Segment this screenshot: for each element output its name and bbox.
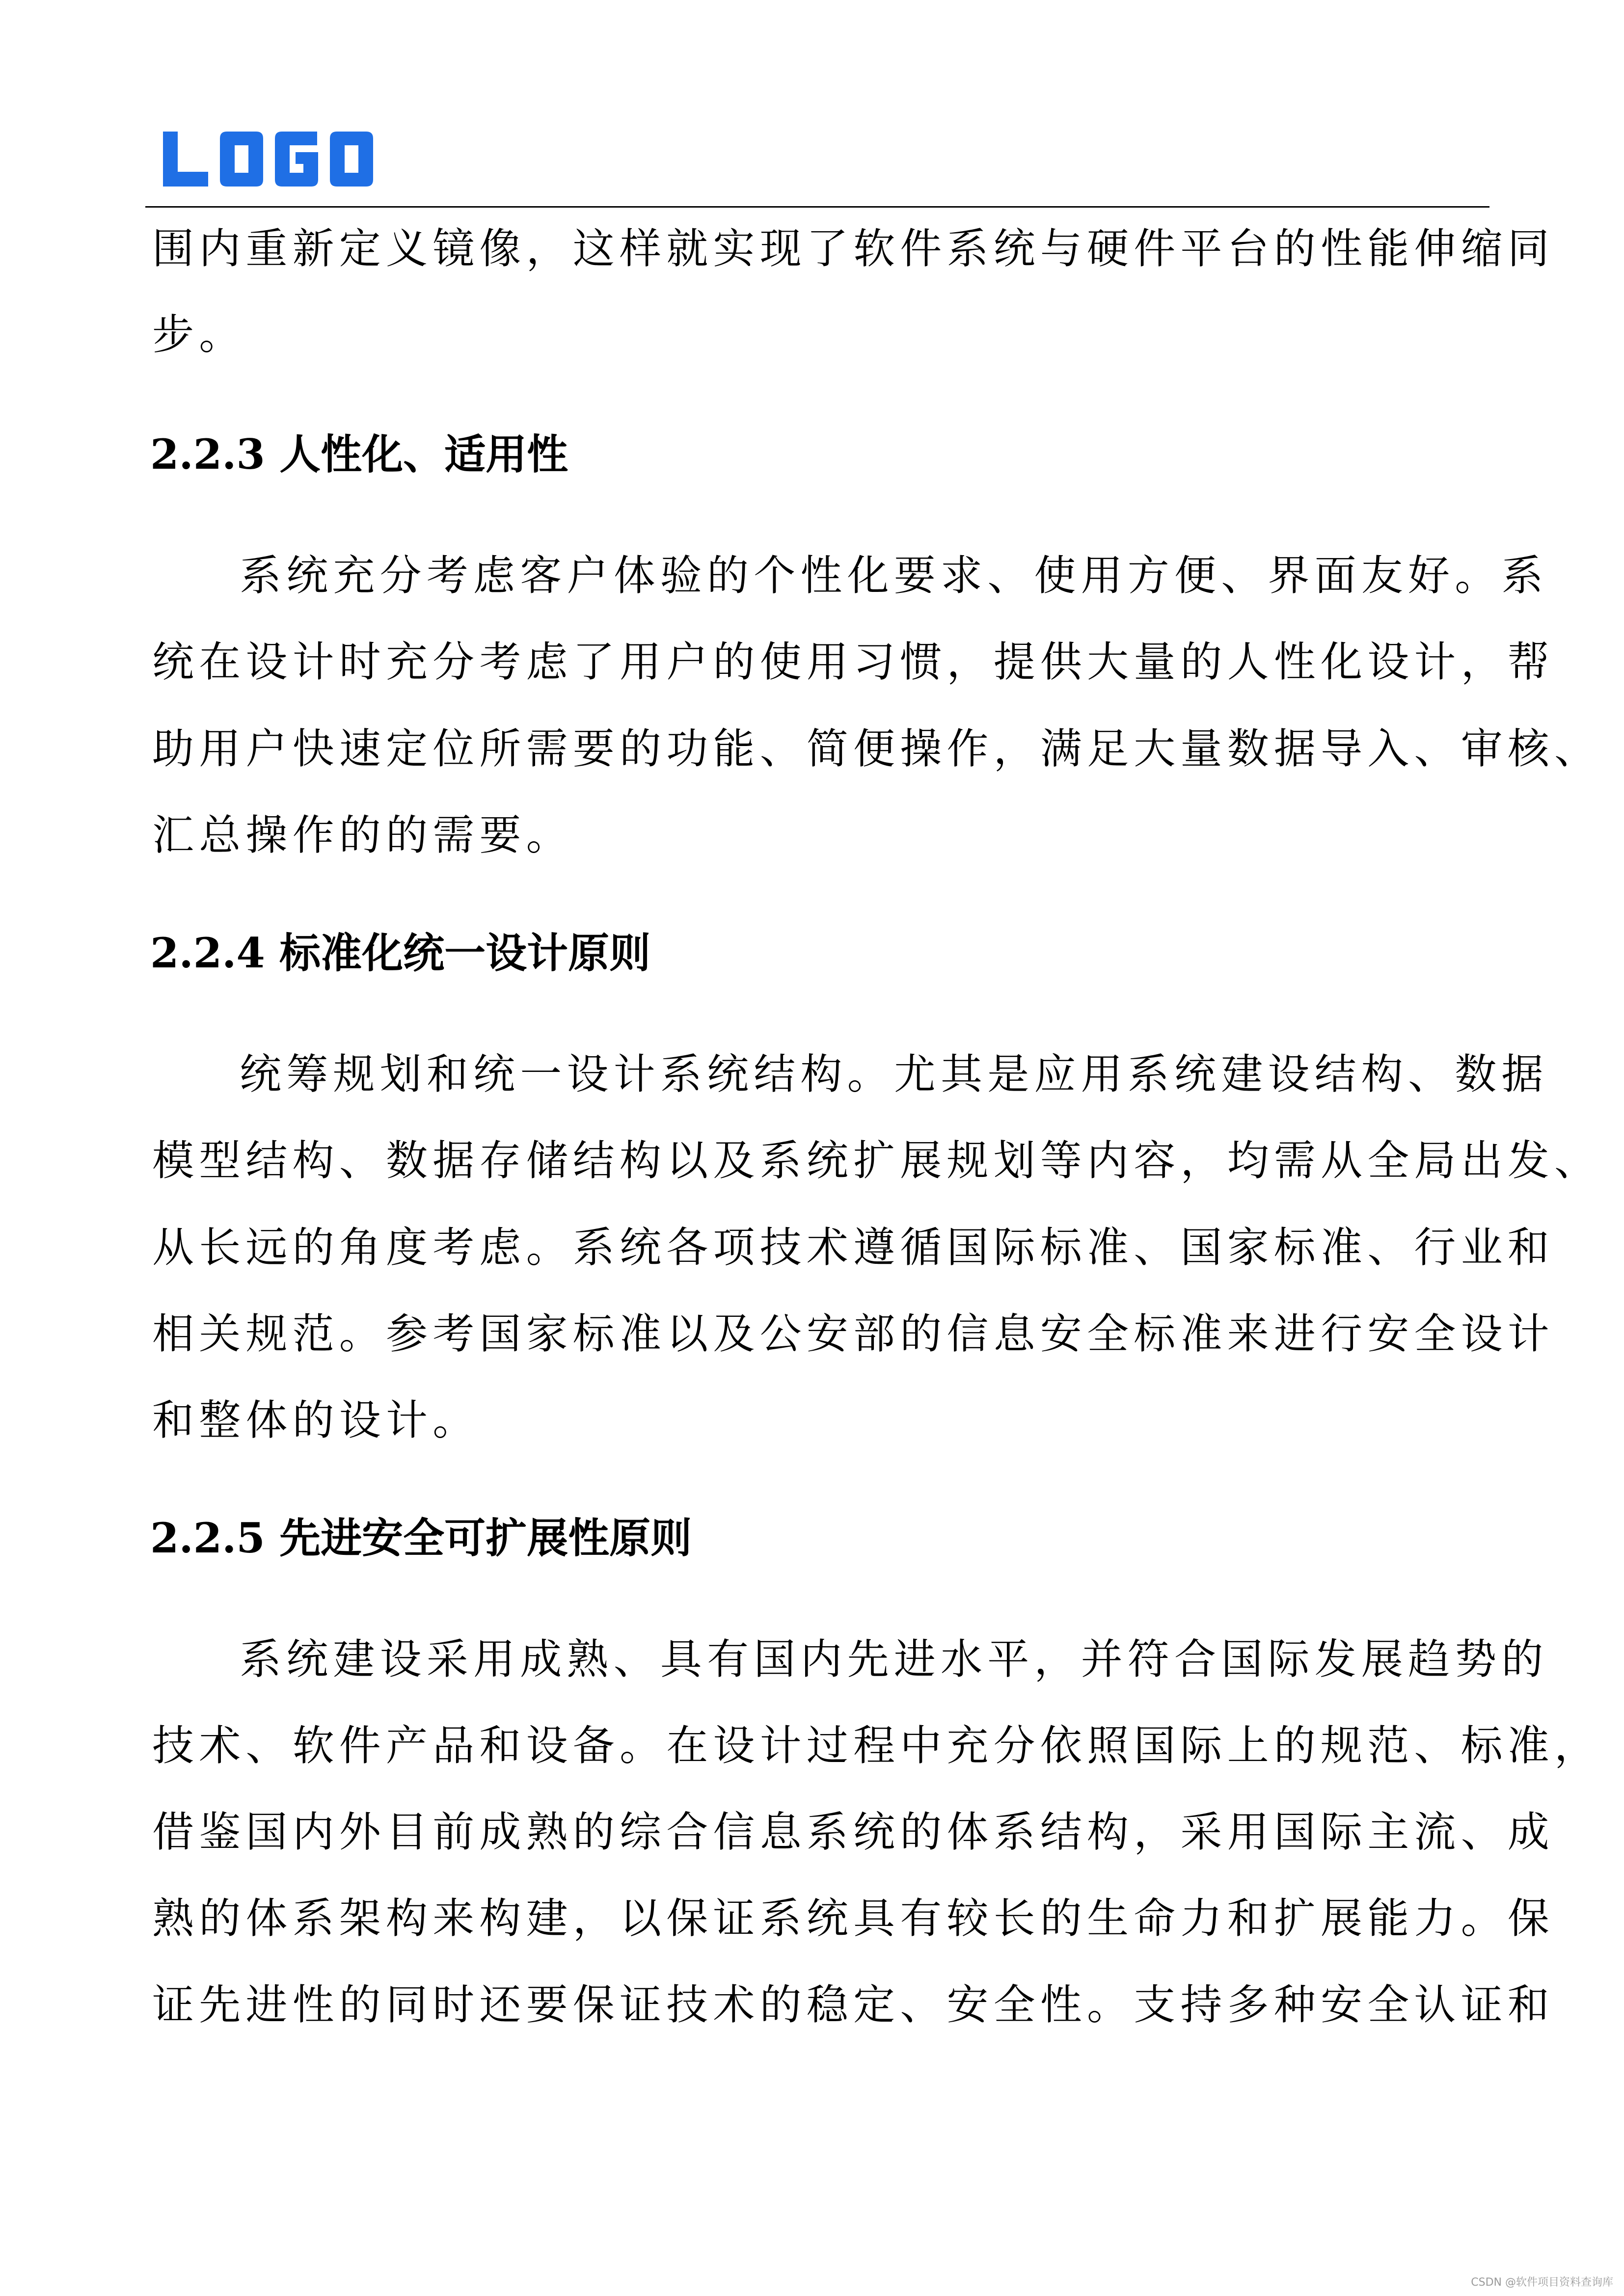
intro-line-1: 围内重新定义镜像，这样就实现了软件系统与硬件平台的性能伸缩同 (152, 225, 1555, 273)
paragraph-line: 系统充分考虑客户体验的个性化要求、使用方便、界面友好。系 (240, 552, 1548, 600)
section-heading-2-2-4: 2.2.4 标准化统一设计原则 (150, 929, 651, 977)
section-heading-2-2-3: 2.2.3 人性化、适用性 (150, 430, 568, 479)
intro-line-2: 步。 (152, 311, 246, 359)
paragraph-line: 模型结构、数据存储结构以及系统扩展规划等内容，均需从全局出发、 (152, 1137, 1601, 1185)
paragraph-line: 汇总操作的的需要。 (152, 811, 573, 860)
paragraph-line: 和整体的设计。 (152, 1396, 480, 1445)
paragraph-line: 系统建设采用成熟、具有国内先进水平，并符合国际发展趋势的 (240, 1635, 1548, 1684)
paragraph-line: 从长远的角度考虑。系统各项技术遵循国际标准、国家标准、行业和 (152, 1224, 1555, 1272)
section-heading-2-2-5: 2.2.5 先进安全可扩展性原则 (150, 1514, 692, 1562)
paragraph-line: 统筹规划和统一设计系统结构。尤其是应用系统建设结构、数据 (240, 1050, 1548, 1099)
paragraph-line: 借鉴国内外目前成熟的综合信息系统的体系结构，采用国际主流、成 (152, 1808, 1555, 1857)
paragraph-line: 技术、软件产品和设备。在设计过程中充分依照国际上的规范、标准， (152, 1722, 1601, 1770)
header-divider (145, 206, 1489, 208)
logo (163, 132, 391, 187)
paragraph-line: 熟的体系架构来构建，以保证系统具有较长的生命力和扩展能力。保 (152, 1895, 1555, 1943)
logo-mark (163, 132, 391, 187)
paragraph-line: 统在设计时充分考虑了用户的使用习惯，提供大量的人性化设计，帮 (152, 638, 1555, 687)
paragraph-line: 相关规范。参考国家标准以及公安部的信息安全标准来进行安全设计 (152, 1310, 1555, 1359)
paragraph-line: 助用户快速定位所需要的功能、简便操作，满足大量数据导入、审核、 (152, 725, 1601, 774)
paragraph-line: 证先进性的同时还要保证技术的稳定、安全性。支持多种安全认证和 (152, 1981, 1555, 2029)
watermark: CSDN @软件项目资料查询库 (1471, 2276, 1613, 2289)
